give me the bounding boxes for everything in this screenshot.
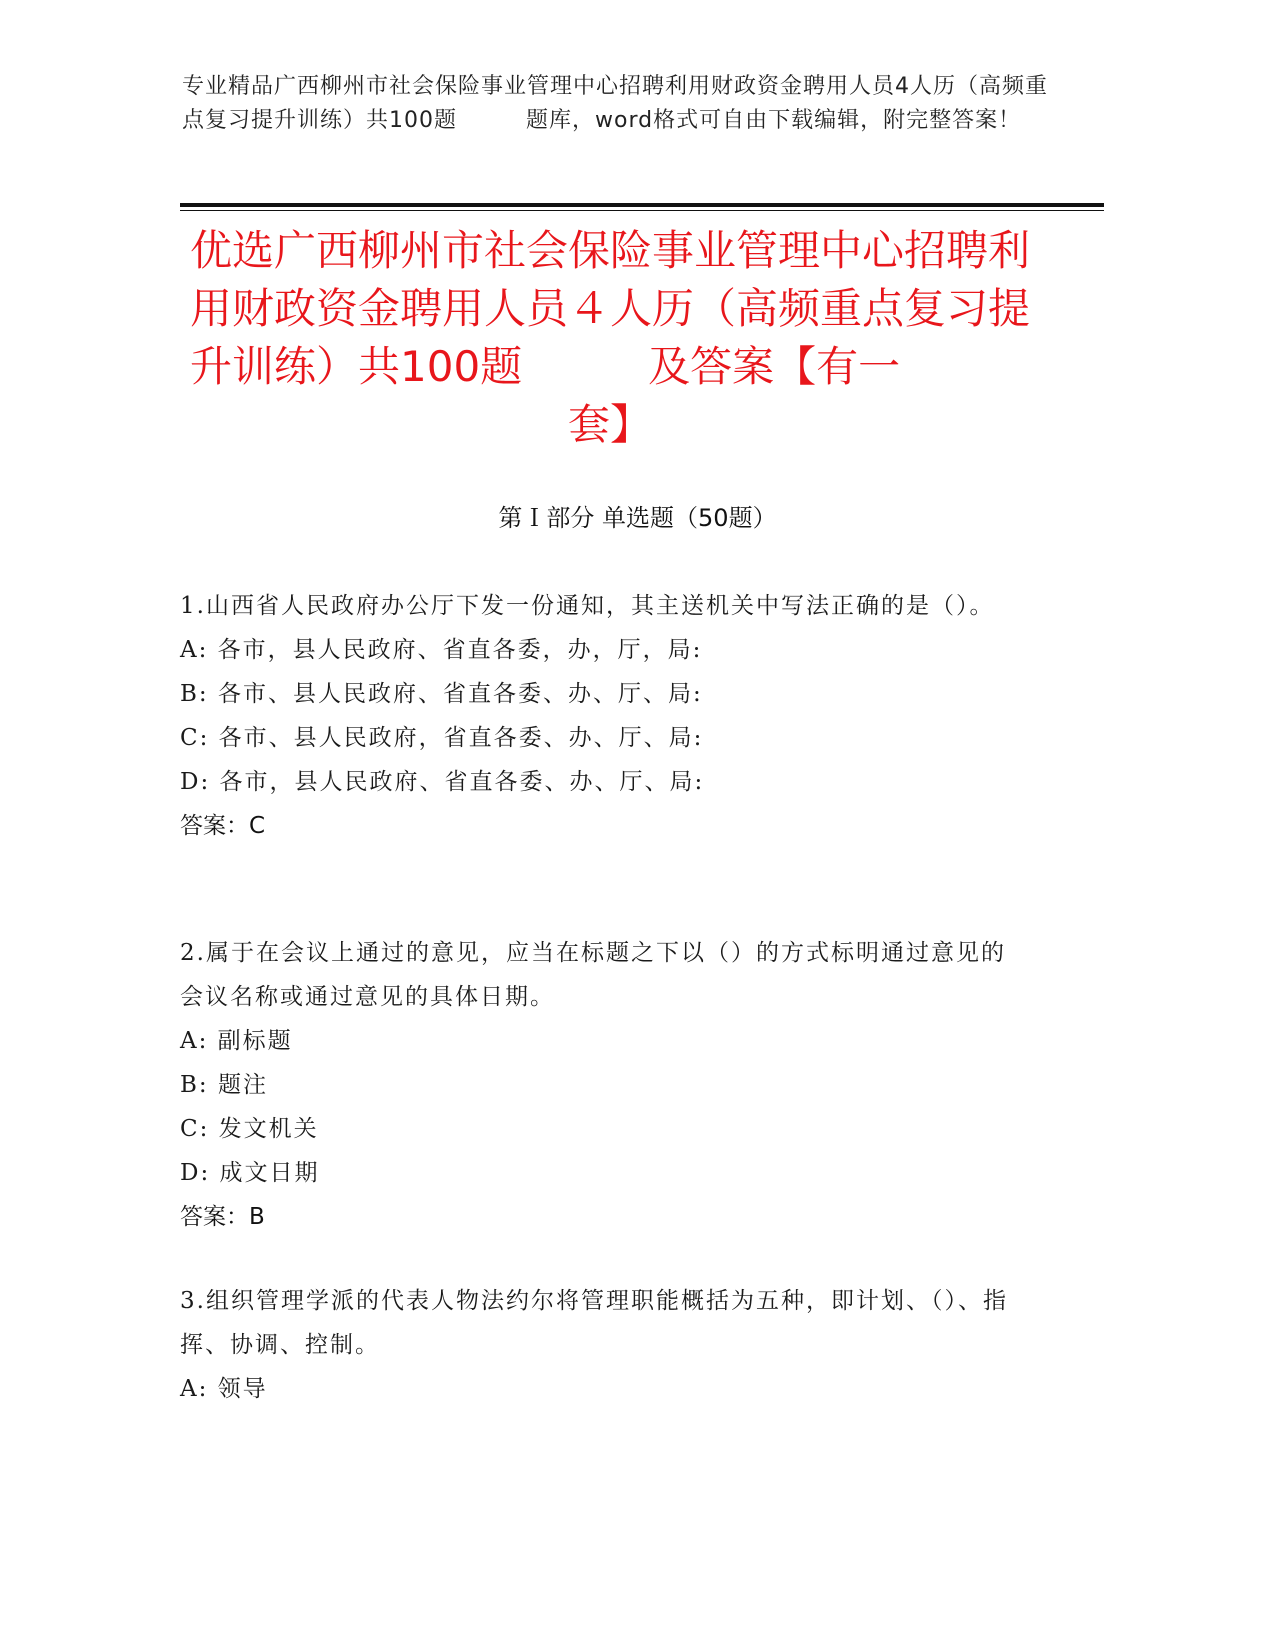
option-b: B: 题注 — [180, 1072, 268, 1098]
question-stem: 2.属于在会议上通过的意见，应当在标题之下以（）的方式标明通过意见的会议名称或通过意见的具体日期。 — [180, 940, 1006, 1010]
section-title: 第Ｉ部分 单选题（50题） — [498, 504, 777, 532]
option-c: C: 发文机关 — [180, 1116, 319, 1142]
option-a: A: 副标题 — [180, 1028, 293, 1054]
document-title-main: 优选广西柳州市社会保险事业管理中心招聘利用财政资金聘用人员４人历（高频重点复习提升训练）共100题 及答案【有一 — [190, 226, 1031, 391]
document-title — [190, 222, 1030, 454]
document-title-last: 套】 — [567, 400, 652, 449]
answer: 答案：B — [180, 1204, 265, 1230]
option-c: C: 各市、县人民政府，省直各委、办、厅、局: — [180, 725, 704, 751]
option-a: A: 领导 — [180, 1376, 268, 1402]
header-divider-thin — [180, 210, 1104, 211]
question-stem: 3.组织管理学派的代表人物法约尔将管理职能概括为五种，即计划、（）、指挥、协调、控制。 — [180, 1288, 1008, 1358]
option-d: D: 各市，县人民政府、省直各委、办、厅、局: — [180, 769, 705, 795]
option-b: B: 各市、县人民政府、省直各委、办、厅、局: — [180, 681, 703, 707]
header-note: 专业精品广西柳州市社会保险事业管理中心招聘利用财政资金聘用人员4人历（高频重点复习提升训练）共100题 题库，word格式可自由下载编辑，附完整答案！ — [182, 74, 1048, 133]
question-3 — [180, 1279, 1030, 1411]
option-a: A: 各市，县人民政府、省直各委，办，厅，局: — [180, 637, 703, 663]
question-1 — [180, 584, 1030, 848]
question-2 — [180, 931, 1030, 1239]
header-divider-thick — [180, 203, 1104, 207]
answer: 答案：C — [180, 813, 266, 839]
question-stem: 1.山西省人民政府办公厅下发一份通知，其主送机关中写法正确的是（）。 — [180, 593, 995, 619]
option-d: D: 成文日期 — [180, 1160, 320, 1186]
